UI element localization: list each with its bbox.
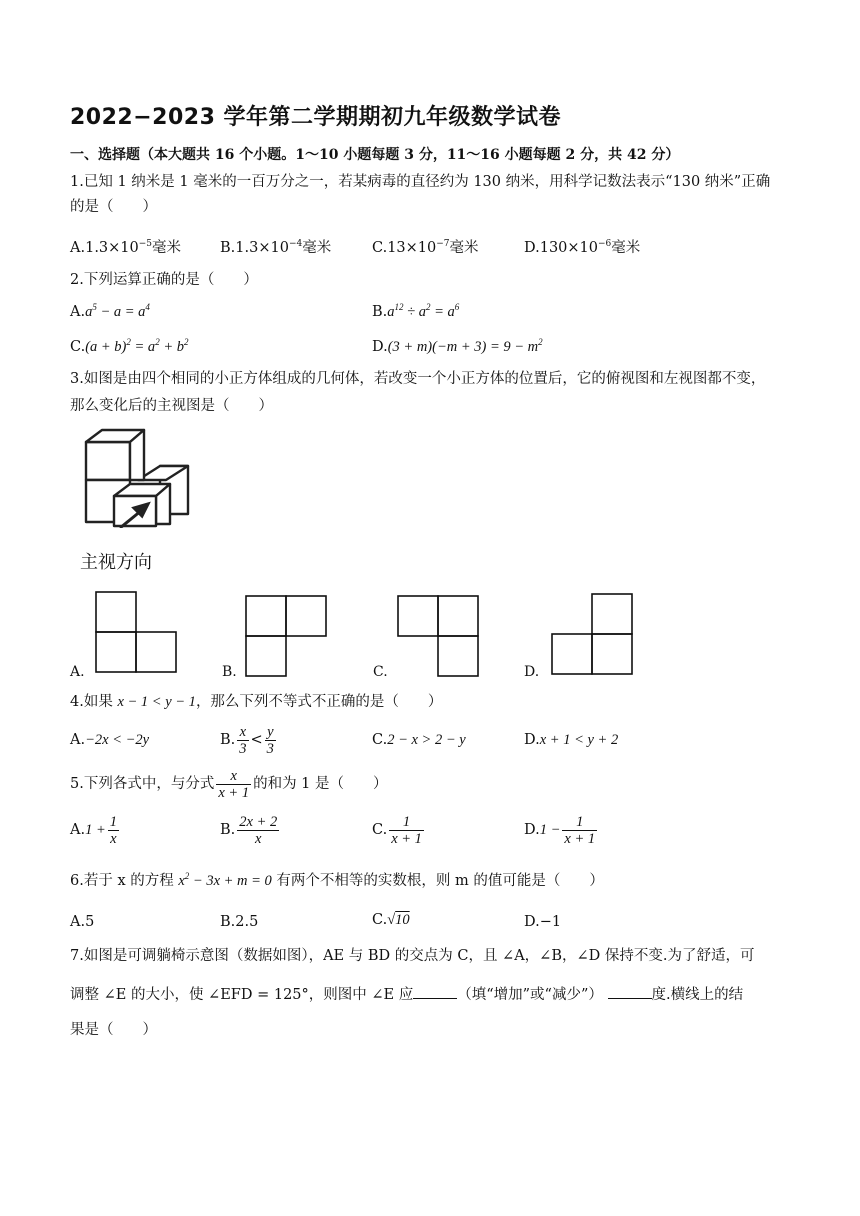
q1-line1: 1.已知 1 纳米是 1 毫米的一百万分之一，若某病毒的直径约为 130 纳米，用科学记数法表示“130 纳米”正确 (70, 174, 771, 190)
q4-option-a: A.−2x < −2y (70, 732, 150, 748)
exam-title: 2022−2023 学年第二学期期初九年级数学试卷 (70, 105, 562, 130)
q6-option-b: B.2.5 (220, 914, 259, 930)
q6-option-d: D.−1 (524, 914, 562, 930)
section-heading: 一、选择题（本大题共 16 个小题。1～10 小题每题 3 分，11～16 小题每题 2 分，共 42 分） (70, 147, 680, 163)
q6-stem: 6.若于 x 的方程 $x^2 - 3x + m = 0$ 有两个不相等的实数根，则 m 的值可能是（ ） (70, 871, 604, 889)
q3-line2: 那么变化后的主视图是（ ） (70, 398, 273, 414)
cube-figure (78, 424, 198, 528)
q4-option-b: B. $\frac{x}{3}$ < $\frac{y}{3}$ (220, 723, 274, 757)
q5-option-d: D.1 − $\frac{1}{x + 1}$ (524, 813, 596, 847)
q2-option-b: $B.a^{12} \div a^2 = a^6$ (372, 302, 460, 320)
view-direction-label: 主视方向 (80, 552, 152, 573)
q1-option-b: $B.1.3\times 10^{-4}$毫米 (220, 239, 332, 256)
q6-option-a: A.5 (70, 914, 95, 930)
q2-option-a: $A.a^5 - a = a^4$ (70, 302, 150, 320)
q7-blank-1[interactable] (413, 984, 457, 999)
q5-option-b: B. $\frac{2x + 2}{x}$ (220, 813, 278, 847)
q6-option-c: C.√10 (372, 912, 410, 928)
q7-line3: 果是（ ） (70, 1022, 157, 1038)
q3-option-c: C. (373, 664, 388, 680)
q1-line2: 的是（ ） (70, 199, 157, 215)
q1-option-d: $D.130\times 10^{-6}$毫米 (524, 239, 641, 256)
q7-line2: 调整 ∠E 的大小，使 ∠EFD = 125°，则图中 ∠E 应 （填“增加”或“减少”） 度.横线上的结 (70, 984, 743, 1005)
q3-option-a-figure (94, 590, 178, 676)
q4-option-d: D.x + 1 < y + 2 (524, 732, 619, 748)
q4-option-c: C.2 − x > 2 − y (372, 732, 466, 748)
q5-option-c: C. $\frac{1}{x + 1}$ (372, 813, 422, 847)
q3-line1: 3.如图是由四个相同的小正方体组成的几何体，若改变一个小正方体的位置后，它的俯视图和左视图都不变， (70, 371, 766, 387)
q3-option-b-figure (244, 594, 328, 678)
q2-option-d: $D.(3 + m)(-m + 3) = 9 - m^2$ (372, 337, 543, 355)
q1-option-a: $A.1.3\times 10^{-5}$毫米 (70, 239, 182, 256)
q7-blank-2[interactable] (608, 984, 652, 999)
q3-option-d: D. (524, 664, 540, 680)
q3-option-d-figure (550, 592, 634, 678)
q7-line1: 7.如图是可调躺椅示意图（数据如图），AE 与 BD 的交点为 C，且 ∠A，∠B，∠D 保持不变.为了舒适，可 (70, 948, 755, 964)
q5-stem: 5.下列各式中，与分式 $\frac{x}{x + 1}$ 的和为 1 是（ ） (70, 767, 388, 801)
q2-stem: 2.下列运算正确的是（ ） (70, 272, 258, 288)
q1-option-c: $C.13\times 10^{-7}$毫米 (372, 239, 479, 256)
q3-option-b: B. (222, 664, 237, 680)
q3-option-c-figure (396, 594, 480, 678)
q2-option-c: $C.(a + b)^2 = a^2 + b^2$ (70, 337, 189, 355)
q3-option-a: A. (70, 664, 85, 680)
q4-stem: 4.如果 x − 1 < y − 1，那么下列不等式不正确的是（ ） (70, 694, 443, 710)
q5-option-a: A.1 + $\frac{1}{x}$ (70, 813, 118, 847)
